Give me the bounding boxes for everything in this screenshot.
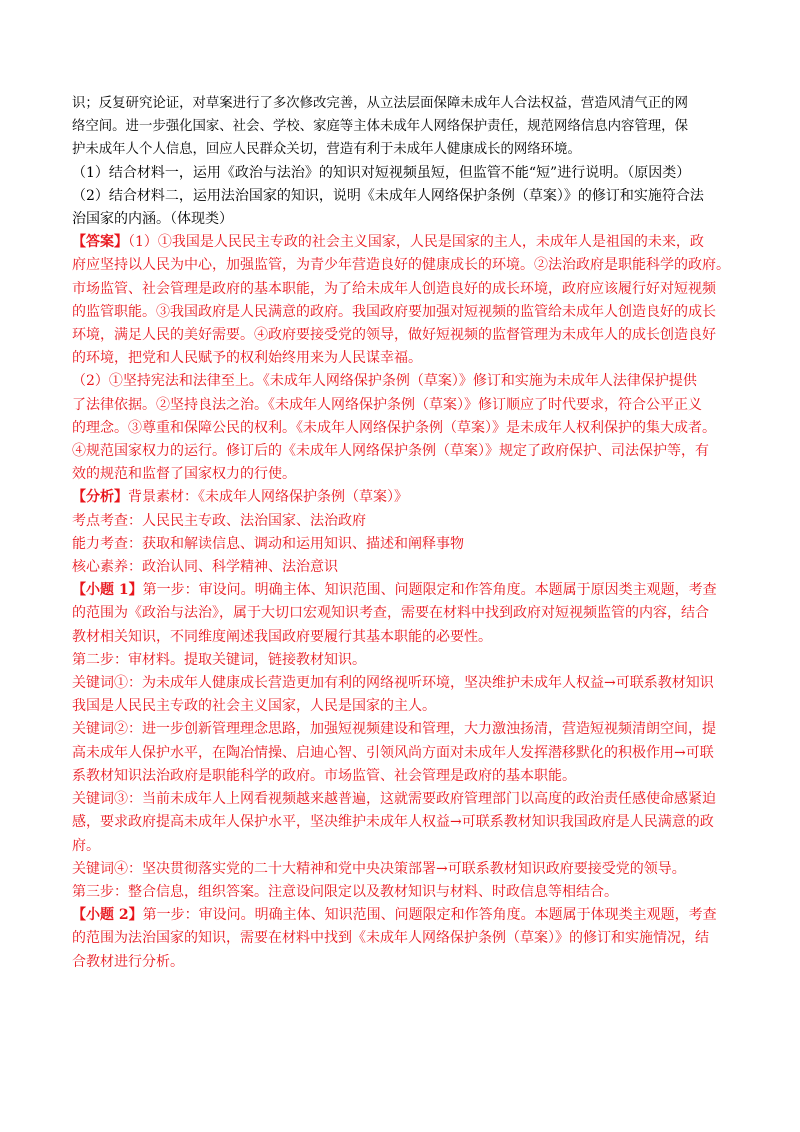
text-line [72,881,732,904]
line-text: 高未成年人保护水平，在陶冶情操、启迪心智、引领风尚方面对未成年人发挥潜移默化的积极作用→可联 [72,744,714,761]
line-text: ④规范国家权力的运行。修订后的《未成年人网络保护条例（草案）》规定了政府保护、司法保护等，有 [72,443,709,460]
text-line [72,602,732,625]
document-page [72,92,732,974]
line-text: 的监管职能。③我国政府是人民满意的政府。我国政府要加强对短视频的监管给未成年人创造良好的成长 [72,303,716,320]
line-text: 关键词③：当前未成年人上网看视频越来越普遍，这就需要政府管理部门以高度的政治责任感使命感紧迫 [72,791,716,808]
text-line [72,672,732,695]
text-line [72,788,732,811]
line-text: 第一步：审设问。明确主体、知识范围、问题限定和作答角度。本题属于体现类主观题，考查 [142,907,717,924]
text-line [72,765,732,788]
text-line [72,370,732,393]
line-text: 背景素材：《未成年人网络保护条例（草案）》 [128,489,408,506]
line-text: 关键词④：坚决贯彻落实党的二十大精神和党中央决策部署→可联系教材知识政府要接受党的领导。 [72,860,686,877]
line-text: 效的规范和监督了国家权力的行使。 [72,466,296,483]
line-text: 的范围为《政治与法治》，属于大切口宏观知识考查，需要在材料中找到政府对短视频监管的内容，结合 [72,605,709,622]
text-line [72,440,732,463]
text-line [72,394,732,417]
line-text: （2）①坚持宪法和法律至上。《未成年人网络保护条例（草案）》修订和实施为未成年人法律保护提供 [72,373,697,390]
text-line [72,347,732,370]
line-text: （1）结合材料一，运用《政治与法治》的知识对短视频虽短，但监管不能“短”进行说明。（原因类） [72,164,691,181]
line-text: （1）①我国是人民民主专政的社会主义国家，人民是国家的主人，未成年人是祖国的未来，政 [128,234,704,251]
line-text: 环境，满足人民的美好需要。④政府要接受党的领导，做好短视频的监督管理为未成年人的成长创造良好 [72,327,716,344]
line-text: 的环境，把党和人民赋予的权利始终用来为人民谋幸福。 [72,350,422,367]
text-line [72,138,732,161]
text-line [72,858,732,881]
line-text: 考点考查：人民民主专政、法治国家、法治政府 [72,512,366,529]
text-line [72,951,732,974]
text-line [72,742,732,765]
line-text: 教材相关知识，不同维度阐述我国政府要履行其基本职能的必要性。 [72,628,492,645]
text-line [72,626,732,649]
line-text: 府应坚持以人民为中心，加强监管，为青少年营造良好的健康成长的环境。②法治政府是职能科学的政府。 [72,257,730,274]
text-line [72,579,732,602]
line-text: 第三步：整合信息，组织答案。注意设问限定以及教材知识与材料、时政信息等相结合。 [72,883,618,900]
text-line [72,649,732,672]
text-line [72,278,732,301]
text-line [72,695,732,718]
text-line [72,185,732,208]
text-line [72,533,732,556]
line-text: 关键词①：为未成年人健康成长营造更加有利的网络视听环境，坚决维护未成年人权益→可联系教材知识 [72,675,714,692]
line-text: 识；反复研究论证，对草案进行了多次修改完善，从立法层面保障未成年人合法权益，营造风清气正的网 [72,96,688,111]
section-label: 【小题 1】 [72,582,143,599]
line-text: 第一步：审设问。明确主体、知识范围、问题限定和作答角度。本题属于原因类主观题，考查 [142,582,717,599]
line-text: 核心素养：政治认同、科学精神、法治意识 [72,559,338,576]
text-line [72,486,732,509]
section-label: 【答案】 [72,234,128,251]
text-line [72,811,732,834]
text-line [72,115,732,138]
line-text: 系教材知识法治政府是职能科学的政府。市场监管、社会管理是政府的基本职能。 [72,767,576,784]
text-line [72,510,732,533]
line-text: 府。 [72,837,100,854]
line-text: 合教材进行分析。 [72,953,184,970]
line-text: 能力考查：获取和解读信息、调动和运用知识、描述和阐释事物 [72,535,464,552]
text-line [72,904,732,927]
line-text: 络空间。进一步强化国家、社会、学校、家庭等主体未成年人网络保护责任，规范网络信息内容管理，保 [72,119,688,135]
line-text: 的范围为法治国家的知识，需要在材料中找到《未成年人网络保护条例（草案）》的修订和实施情况，结 [72,930,709,947]
line-text: 第二步：审材料。提取关键词，链接教材知识。 [72,651,366,668]
text-line [72,162,732,185]
line-text: 关键词②：进一步创新管理理念思路，加强短视频建设和管理，大力激浊扬清，营造短视频清朗空间，提 [72,721,716,738]
text-line [72,231,732,254]
line-text: 感，要求政府提高未成年人保护水平，坚决维护未成年人权益→可联系教材知识我国政府是人民满意的政 [72,814,714,831]
line-text: 治国家的内涵。（体现类） [72,211,233,228]
section-label: 【小题 2】 [72,907,143,924]
line-text: 的理念。③尊重和保障公民的权利。《未成年人网络保护条例（草案）》是未成年人权利保护的集大成者。 [72,419,716,436]
section-label: 【分析】 [72,489,128,506]
text-line [72,417,732,440]
line-text: 市场监管、社会管理是政府的基本职能，为了给未成年人创造良好的成长环境，政府应该履行好对短视频 [72,280,716,297]
text-line [72,324,732,347]
text-line [72,301,732,324]
line-text: （2）结合材料二，运用法治国家的知识，说明《未成年人网络保护条例（草案）》的修订和实施符合法 [72,187,704,204]
text-line [72,92,732,115]
text-line [72,254,732,277]
text-line [72,835,732,858]
text-line [72,463,732,486]
text-line [72,208,732,231]
line-text: 我国是人民民主专政的社会主义国家，人民是国家的主人。 [72,698,436,715]
text-line [72,718,732,741]
text-line [72,927,732,950]
line-text: 护未成年人个人信息，回应人民群众关切，营造有利于未成年人健康成长的网络环境。 [72,142,581,158]
text-line [72,556,732,579]
line-text: 了法律依据。②坚持良法之治。《未成年人网络保护条例（草案）》修订顺应了时代要求，符合公平正义 [72,396,702,413]
